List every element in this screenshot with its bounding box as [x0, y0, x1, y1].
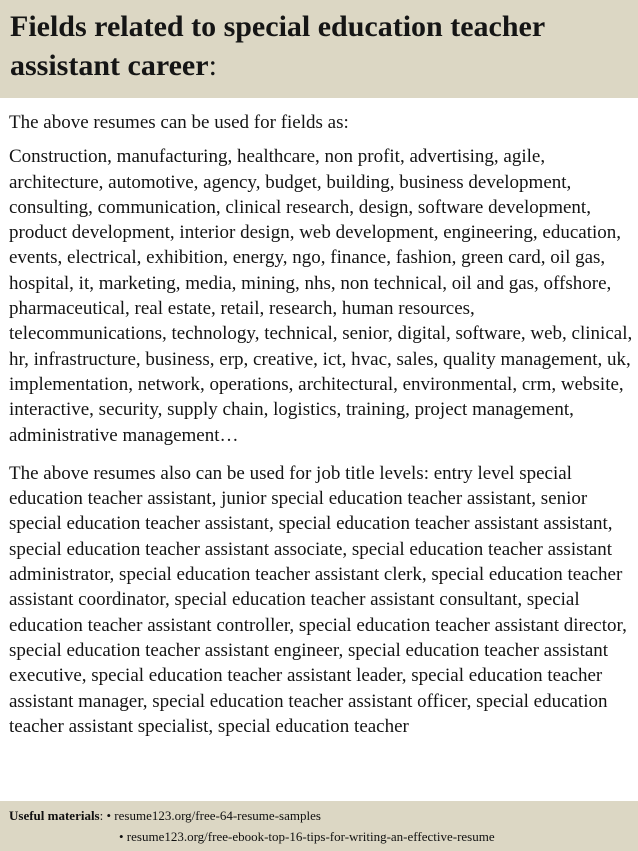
- useful-materials-label: Useful materials: [9, 808, 100, 823]
- page-title-text: Fields related to special education teacher assistant career: [10, 10, 545, 82]
- job-levels-text: The above resumes also can be used for job title levels: entry level special education teacher assistant, junior special education teacher assistant, senior special education teacher assistant, special education teacher assistant assistant, special education teacher assistant associate, special education teacher assistant administrator, special education teacher assistant clerk, special education teacher assistant coordinator, special education teacher assistant consultant, special education teacher assistant controller, special education teacher assistant director, special education teacher assistant engineer, special education teacher assistant executive, special education teacher assistant leader, special education teacher assistant manager, special education teacher assistant officer, special education teacher assistant specialist, special education teacher: [9, 462, 627, 737]
- page-title-colon: :: [208, 49, 217, 82]
- footer-link-resume-samples[interactable]: • resume123.org/free-64-resume-samples: [106, 808, 321, 823]
- fields-list-text: Construction, manufacturing, healthcare, non profit, advertising, agile, architecture, automotive, agency, budget, building, business development, consulting, communication, clinical research, design, software development, product development, interior design, web development, engineering, education, events, electrical, exhibition, energy, ngo, finance, fashion, green card, oil gas, hospital, it, marketing, media, mining, nhs, non technical, oil and gas, offshore, pharmaceutical, real estate, retail, research, human resources, telecommunications, technology, technical, senior, digital, software, web, clinical, hr, infrastructure, business, erp, creative, ict, hvac, sales, quality management, uk, implementation, network, operations, architectural, environmental, crm, website, interactive, security, supply chain, logistics, training, project management, administrative management…: [9, 146, 633, 446]
- footer-band: [0, 801, 638, 851]
- content-body: [9, 110, 633, 800]
- footer-row-2: [9, 826, 638, 847]
- useful-materials-colon: :: [99, 808, 104, 823]
- intro-text: The above resumes can be used for fields as:: [9, 112, 349, 133]
- header-band: [0, 0, 638, 98]
- footer-link-ebook-tips[interactable]: • resume123.org/free-ebook-top-16-tips-for-writing-an-effective-resume: [119, 829, 495, 844]
- page-title: [10, 7, 628, 85]
- footer-row-1: [9, 805, 638, 826]
